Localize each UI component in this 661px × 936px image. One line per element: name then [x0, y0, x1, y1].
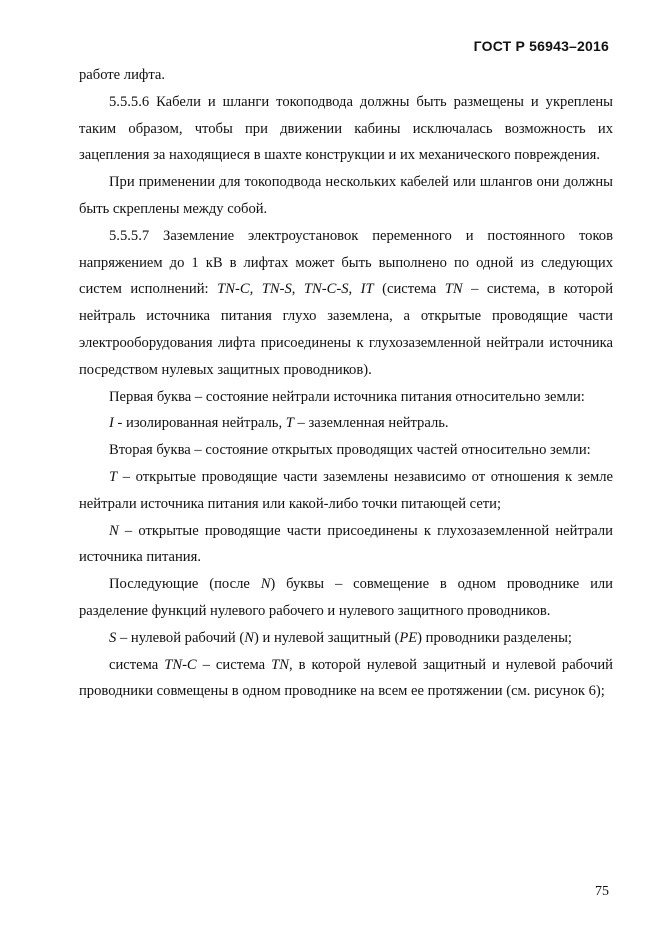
text-span: – система, в которой нейтраль источника питания глухо заземлена, а открытые проводящие части электрооборудования лифта присоединены к глухозаземленной нейтрали источника посредством нулевых защитных проводников).	[79, 281, 614, 378]
text-span: ,	[249, 281, 262, 298]
paragraph-n-definition	[79, 518, 613, 572]
text-span: ) проводники разделены;	[417, 629, 572, 646]
paragraph-5-5-5-6: 5.5.5.6 Кабели и шланги токоподвода должны быть размещены и укреплены таким образом, чтобы при движении кабины исключалась возможность их зацепления за находящиеся в шахте конструкции и их механического повреждения.	[79, 93, 613, 164]
term-tn-c: TN-C	[164, 656, 197, 673]
term-n: N	[109, 522, 119, 539]
paragraph-subsequent-letters	[79, 571, 613, 625]
paragraph-continuation: работе лифта.	[79, 67, 166, 83]
page-number: 75	[595, 884, 609, 899]
term-n: N	[260, 576, 271, 593]
term-tn-c: TN-C	[217, 281, 250, 298]
term-t: T	[285, 415, 294, 432]
paragraph-tn-c-system	[79, 652, 613, 706]
text-span: – система	[196, 656, 272, 673]
text-span: Последующие (после	[109, 576, 261, 593]
term-tn: TN	[444, 281, 463, 298]
paragraph-first-letter: Первая буква – состояние нейтрали источника питания относительно земли:	[109, 388, 585, 405]
paragraph-t-definition	[79, 464, 613, 518]
text-span: ,	[348, 281, 361, 298]
term-n: N	[244, 629, 254, 646]
text-span: – заземленная нейтраль.	[293, 415, 449, 432]
term-it: IT	[360, 281, 374, 298]
document-body	[79, 62, 613, 705]
paragraph-cable-fastening: При применении для токоподвода нескольких кабелей или шлангов они должны быть скреплены между собой.	[79, 174, 613, 217]
text-span: ,	[291, 281, 304, 298]
text-span: - изолированная нейтраль,	[113, 415, 286, 432]
term-tn: TN	[271, 656, 290, 673]
paragraph-i-t-definition	[79, 410, 613, 437]
text-span: ) буквы – совмещение в одном проводнике или разделение функций нулевого рабочего и нулевого защитного проводников.	[79, 576, 613, 619]
term-i: I	[109, 415, 114, 432]
paragraph-second-letter: Вторая буква – состояние открытых проводящих частей относительно земли:	[109, 442, 591, 459]
text-span: ) и нулевой защитный (	[253, 629, 400, 646]
text-span: (система	[373, 281, 445, 298]
text-span: , в которой нулевой защитный и нулевой рабочий проводники совмещены в одном проводнике на всем ее протяжении (см. рисунок 6);	[79, 656, 613, 700]
term-tn-c-s: TN-C-S	[303, 281, 349, 298]
document-header: ГОСТ Р 56943–2016	[473, 38, 609, 54]
paragraph-s-definition	[79, 625, 613, 652]
term-tn-s: TN-S	[261, 281, 292, 298]
term-t: T	[109, 468, 118, 485]
text-span: – открытые проводящие части присоединены к глухозаземленной нейтрали источника питания.	[79, 522, 613, 566]
text-span: 5.5.5.7 Заземление электроустановок переменного и постоянного токов напряжением до 1 кВ в лифтах может быть выполнено по одной из следующих систем исполнений:	[79, 227, 613, 298]
paragraph-5-5-5-7	[79, 223, 613, 384]
term-pe: PE	[399, 629, 418, 646]
text-span: – открытые проводящие части заземлены независимо от отношения к земле нейтрали источника питания или какой-либо точки питающей сети;	[79, 468, 613, 512]
term-s: S	[109, 629, 117, 646]
text-span: – нулевой рабочий (	[116, 629, 245, 646]
text-span: система	[109, 656, 165, 673]
